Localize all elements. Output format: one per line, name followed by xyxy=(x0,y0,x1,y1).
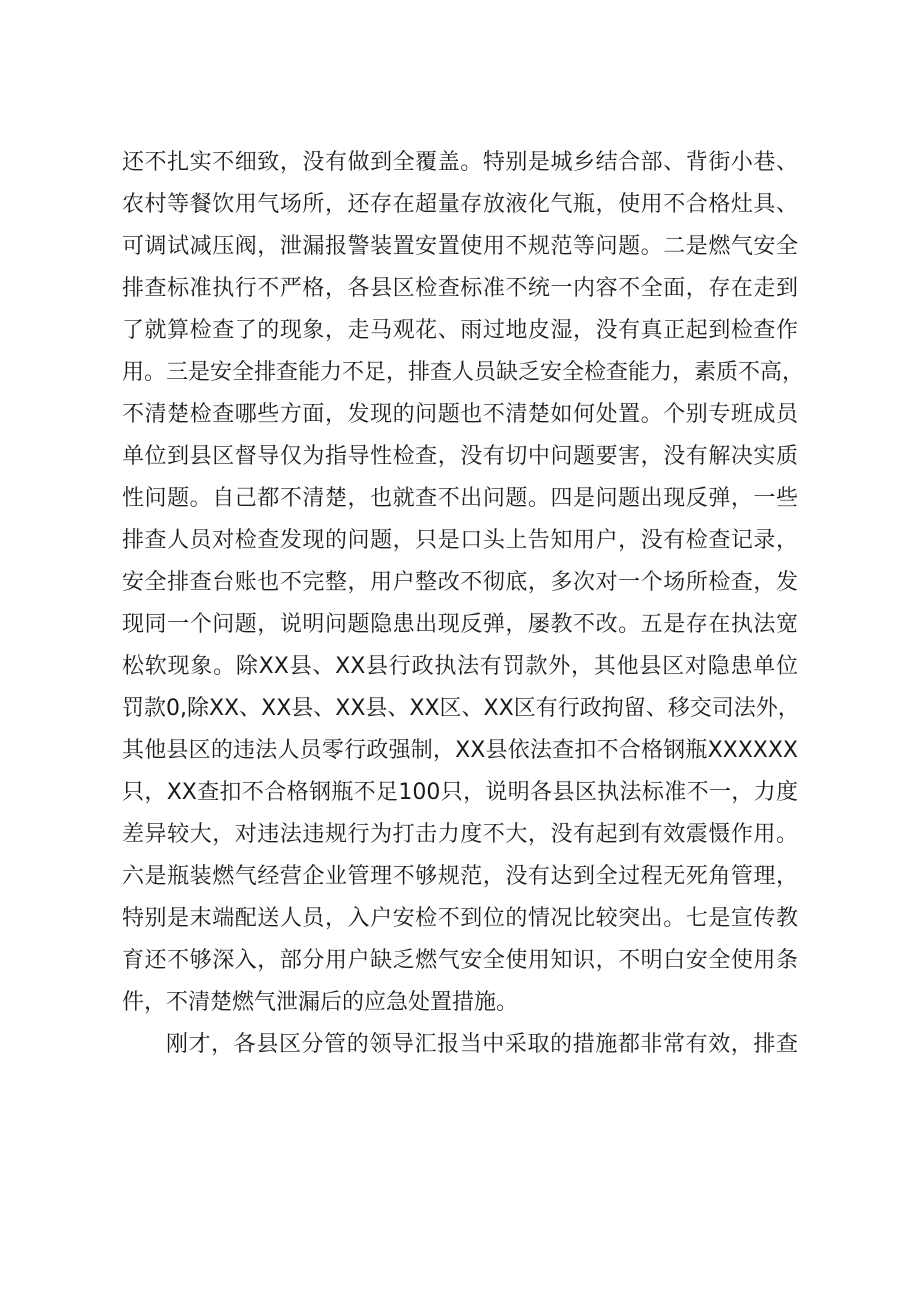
text-line-16: 只，XX查扣不合格钢瓶不足100只，说明各县区执法标准不一，力度 xyxy=(122,780,798,805)
text-line-20: 育还不够深入，部分用户缺乏燃气安全使用知识，不明白安全使用条 xyxy=(122,948,798,973)
text-line-21: 件，不清楚燃气泄漏后的应急处置措施。 xyxy=(122,990,519,1015)
text-line-6: 用。三是安全排查能力不足，排查人员缺乏安全检查能力，素质不高， xyxy=(122,360,805,385)
text-line-5: 了就算检查了的现象，走马观花、雨过地皮湿，没有真正起到检查作 xyxy=(122,318,798,343)
text-line-19: 特别是末端配送人员，入户安检不到位的情况比较突出。七是宣传教 xyxy=(122,906,798,931)
next-paragraph-start: 刚才，各县区分管的领导汇报当中采取的措施都非常有效，排查 xyxy=(166,1032,798,1057)
text-line-4: 排查标准执行不严格，各县区检查标准不统一内容不全面，存在走到 xyxy=(122,276,798,301)
text-line-15: 其他县区的违法人员零行政强制，XX县依法查扣不合格钢瓶XXXXXX xyxy=(122,738,798,763)
text-line-12: 现同一个问题，说明问题隐患出现反弹，屡教不改。五是存在执法宽 xyxy=(122,612,798,637)
text-line-2: 农村等餐饮用气场所，还存在超量存放液化气瓶，使用不合格灶具、 xyxy=(122,192,798,217)
text-line-17: 差异较大，对违法违规行为打击力度不大，没有起到有效震慑作用。 xyxy=(122,822,798,847)
text-line-7: 不清楚检查哪些方面，发现的问题也不清楚如何处置。个别专班成员 xyxy=(122,402,798,427)
text-line-13: 松软现象。除XX县、XX县行政执法有罚款外，其他县区对隐患单位 xyxy=(122,654,798,679)
text-line-9: 性问题。自己都不清楚，也就查不出问题。四是问题出现反弹，一些 xyxy=(122,486,798,511)
text-line-18: 六是瓶装燃气经营企业管理不够规范，没有达到全过程无死角管理， xyxy=(122,864,798,889)
text-line-14: 罚款0,除XX、XX县、XX县、XX区、XX区有行政拘留、移交司法外， xyxy=(122,696,800,721)
text-line-3: 可调试减压阀，泄漏报警装置安置使用不规范等问题。二是燃气安全 xyxy=(122,234,798,259)
text-line-11: 安全排查台账也不完整，用户整改不彻底，多次对一个场所检查，发 xyxy=(122,570,798,595)
text-line-8: 单位到县区督导仅为指导性检查，没有切中问题要害，没有解决实质 xyxy=(122,444,798,469)
text-line-1: 还不扎实不细致，没有做到全覆盖。特别是城乡结合部、背街小巷、 xyxy=(122,150,798,175)
text-line-10: 排查人员对检查发现的问题，只是口头上告知用户，没有检查记录， xyxy=(122,528,798,553)
